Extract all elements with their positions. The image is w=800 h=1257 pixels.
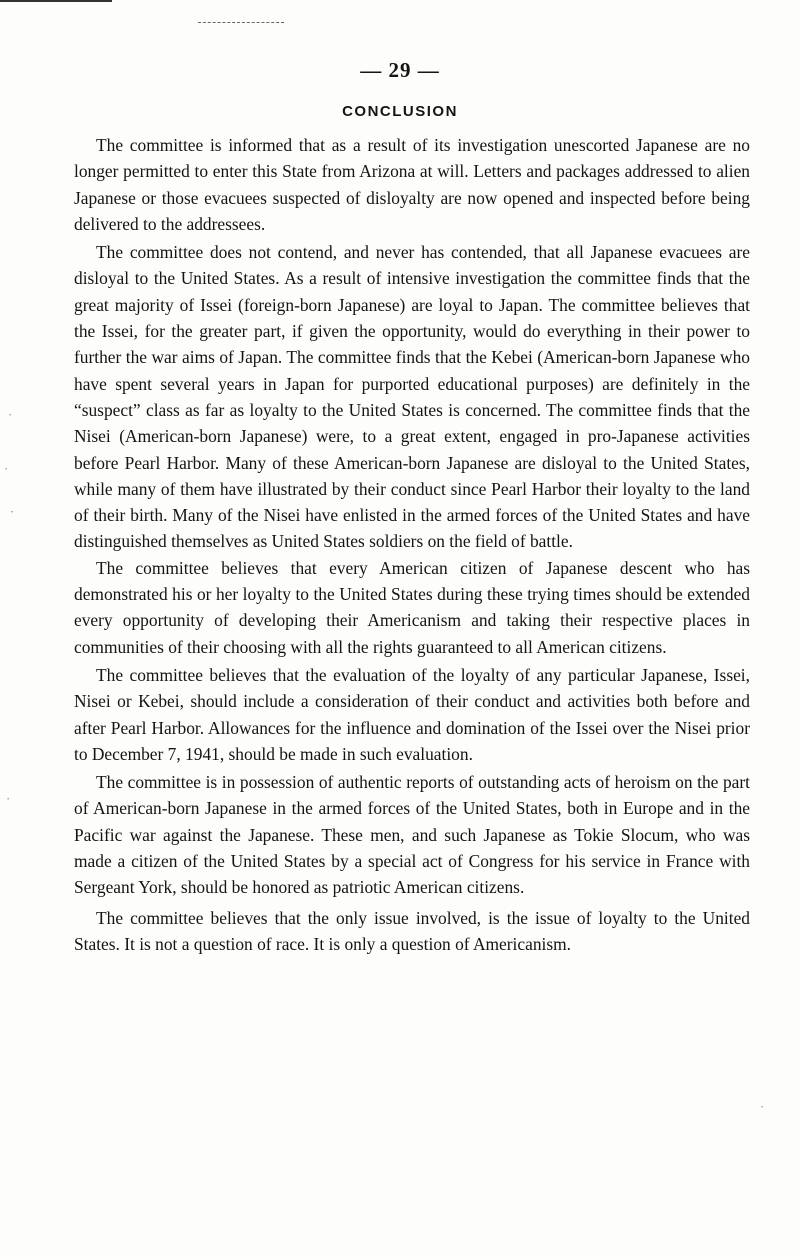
dashed-mark: [198, 22, 284, 23]
margin-speck: ·: [10, 504, 15, 519]
margin-speck: ·: [8, 407, 13, 422]
paragraph: The committee is in possession of authentic reports of outstanding acts of heroism on the part of American-born Japanese in the armed forces of the United States, both in Europe and in the Pacific war against the Japanese. These men, and such Japanese as Tokie Slocum, who was made a citizen of the United States by a special act of Congress for his service in France with Sergeant York, should be honored as patriotic American citizens.: [74, 772, 750, 898]
paragraph: The committee believes that the evaluation of the loyalty of any particular Japanese, Issei, Nisei or Kebei, should include a consideration of their conduct and activities both before and after Pearl Harbor. Allowances for the influence and domination of the Issei over the Nisei prior to December 7, 1941, should be made in such evaluation.: [74, 664, 750, 764]
paragraph: The committee believes that every American citizen of Japanese descent who has demonstrated his or her loyalty to the United States during these trying times should be extended every opportunity of developing their Americanism and taking their respective places in communities of their choosing with all the rights guaranteed to all American citizens.: [74, 557, 750, 657]
paragraph: The committee is informed that as a result of its investigation unescorted Japanese are no longer permitted to enter this State from Arizona at will. Letters and packages addressed to alien Japanese or those evacuees suspected of disloyalty are now opened and inspected before being delivered to the addressees.: [74, 135, 750, 234]
paragraph: The committee believes that the only issue involved, is the issue of loyalty to the United States. It is not a question of race. It is only a question of Americanism.: [74, 907, 750, 954]
section-heading: CONCLUSION: [342, 103, 458, 120]
margin-speck: ·: [4, 461, 9, 476]
margin-speck: ·: [760, 1099, 765, 1114]
page-number: — 29 —: [360, 58, 440, 82]
top-rule: [0, 0, 112, 2]
body-text: [74, 132, 750, 957]
margin-speck: ·: [6, 791, 11, 806]
paragraph: The committee does not contend, and never has contended, that all Japanese evacuees are disloyal to the United States. As a result of intensive investigation the committee finds that the great majority of Issei (foreign-born Japanese) are loyal to Japan. The committee believes that the Issei, for the greater part, if given the opportunity, would do everything in their power to further the war aims of Japan. The committee finds that the Kebei (American-born Japanese who have spent several years in Japan for purported educational purposes) are definitely in the “suspect” class as far as loyalty to the United States is concerned. The committee finds that the Nisei (American-born Japanese) were, to a great extent, engaged in pro-Japanese activities before Pearl Harbor. Many of these American-born Japanese are disloyal to the United States, while many of them have illustrated by their conduct since Pearl Harbor their loyalty to the land of their birth. Many of the Nisei have enlisted in the armed forces of the United States and have distinguished themselves as United States soldiers on the field of battle.: [74, 242, 750, 552]
